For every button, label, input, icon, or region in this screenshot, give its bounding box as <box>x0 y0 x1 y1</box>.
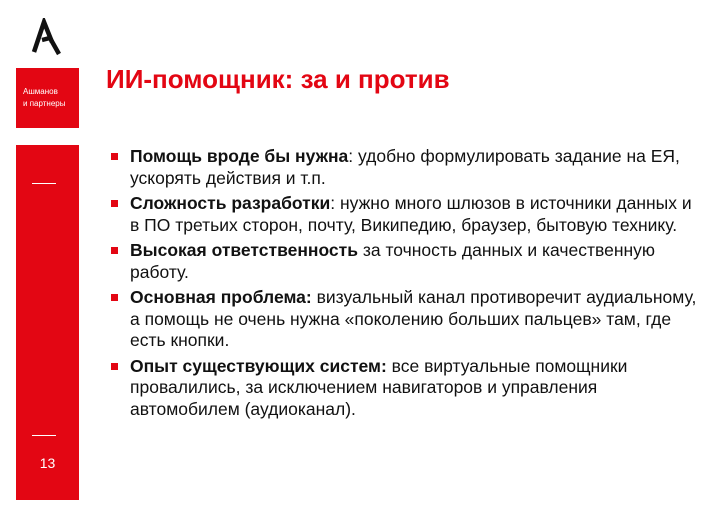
bullet-heading: Сложность разработки <box>130 193 331 213</box>
bullet-heading: Опыт существующих систем: <box>130 355 387 376</box>
bullet-heading: Основная проблема: <box>130 287 312 307</box>
side-divider-bottom <box>32 435 56 436</box>
bullet-item <box>108 193 698 236</box>
bullet-text: визуальный канал противоречит аудиальному, а помощь не очень нужна «поколению больших пальцев» там, где есть кнопки. <box>130 287 697 350</box>
bullet-square-icon <box>111 153 118 160</box>
brand-block <box>16 68 79 128</box>
bullet-item <box>108 146 698 189</box>
bullet-item <box>108 356 698 421</box>
bullet-text: : нужно много шлюзов в источники данных и в ПО третьих сторон, почту, Википедию, браузер, бытовую технику. <box>130 193 692 235</box>
bullet-text: все виртуальные помощники провалились, за исключением навигаторов и управления автомобилем (аудиоканал). <box>130 355 628 419</box>
bullet-list <box>108 146 698 424</box>
bullet-square-icon <box>111 363 118 370</box>
bullet-square-icon <box>111 200 118 207</box>
bullet-item <box>108 240 698 283</box>
brand-name: Ашманов и партнеры <box>23 87 66 108</box>
bullet-item <box>108 287 698 352</box>
bullet-text: за точность данных и качественную работу. <box>130 240 656 282</box>
side-bar <box>16 145 79 500</box>
side-divider-top <box>32 183 56 184</box>
bullet-square-icon <box>111 247 118 254</box>
bullet-heading: Помощь вроде бы нужна <box>130 146 349 166</box>
bullet-text: : удобно формулировать задание на ЕЯ, ускорять действия и т.п. <box>130 146 680 188</box>
ashmanov-logo-icon <box>30 18 62 58</box>
page-number: 13 <box>39 455 56 471</box>
bullet-square-icon <box>111 294 118 301</box>
bullet-heading: Высокая ответственность <box>130 240 358 260</box>
slide-title: ИИ-помощник: за и против <box>106 64 450 94</box>
